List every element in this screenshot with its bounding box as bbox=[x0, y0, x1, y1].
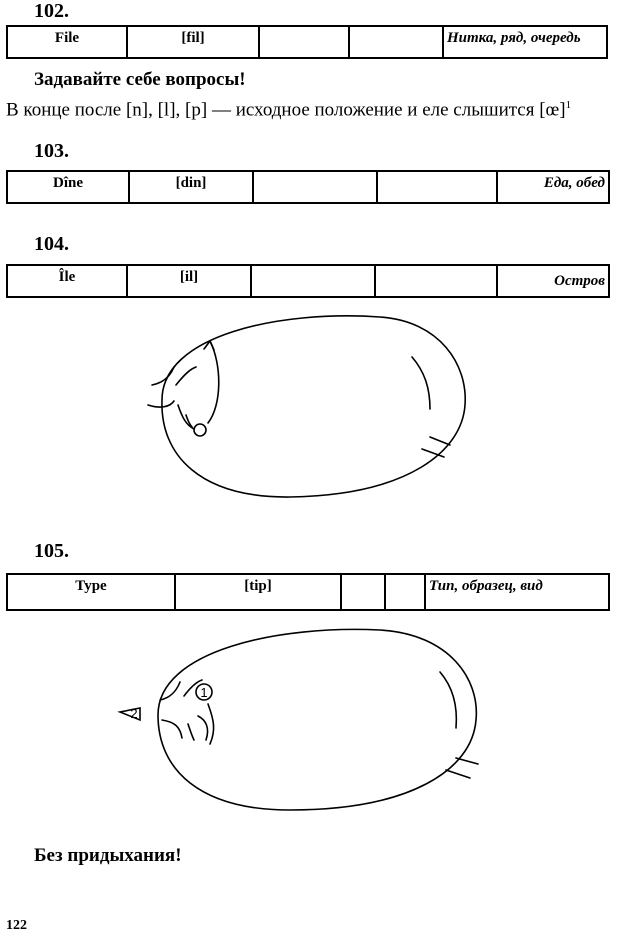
articulation-diagram-105 bbox=[110, 620, 490, 820]
tooth-line bbox=[184, 680, 202, 696]
exercise-number-103: 103. bbox=[34, 140, 69, 162]
tip-heading: Задавайте себе вопросы! bbox=[34, 69, 246, 90]
footer-note: Без придыхания! bbox=[34, 845, 182, 866]
word-cell: Île bbox=[7, 265, 127, 297]
tongue-tip-circle bbox=[194, 424, 206, 436]
page-number: 122 bbox=[6, 918, 27, 933]
word-table-103 bbox=[6, 170, 610, 204]
footnote-mark: 1 bbox=[565, 99, 572, 111]
empty-cell bbox=[377, 171, 497, 203]
tongue-line bbox=[208, 704, 214, 744]
transcription-cell: [fil] bbox=[127, 26, 259, 58]
articulation-diagram-104 bbox=[130, 305, 480, 505]
exercise-number-104: 104. bbox=[34, 233, 69, 255]
tip-text-body: В конце после [n], [l], [p] — исходное положение и еле слышится [œ] bbox=[6, 99, 566, 121]
palate-line bbox=[412, 357, 430, 409]
empty-cell bbox=[341, 574, 385, 610]
palate-line bbox=[440, 672, 456, 728]
tongue-line bbox=[198, 716, 208, 740]
lip-line bbox=[160, 682, 180, 700]
empty-cell bbox=[385, 574, 425, 610]
lip-line bbox=[148, 401, 174, 407]
exercise-number-105: 105. bbox=[34, 540, 69, 562]
word-table-105 bbox=[6, 573, 610, 611]
marker-label-1: 1 bbox=[200, 685, 208, 700]
throat-line bbox=[456, 758, 478, 764]
exercise-number-102: 102. bbox=[34, 0, 69, 22]
lip-line bbox=[152, 367, 174, 385]
word-table-102 bbox=[6, 25, 608, 59]
translation-cell: Нитка, ряд, очередь bbox=[443, 26, 607, 58]
empty-cell bbox=[259, 26, 349, 58]
throat-line bbox=[446, 770, 470, 778]
word-cell: File bbox=[7, 26, 127, 58]
transcription-cell: [il] bbox=[127, 265, 251, 297]
tooth-line bbox=[176, 367, 196, 385]
empty-cell bbox=[375, 265, 497, 297]
tongue-line bbox=[208, 341, 219, 423]
word-cell: Type bbox=[7, 574, 175, 610]
transcription-cell: [tip] bbox=[175, 574, 341, 610]
word-table-104 bbox=[6, 264, 610, 298]
translation-cell: Остров bbox=[497, 265, 609, 297]
mouth-outline bbox=[158, 629, 476, 810]
transcription-cell: [din] bbox=[129, 171, 253, 203]
lip-line bbox=[162, 720, 182, 738]
translation-cell: Тип, образец, вид bbox=[425, 574, 609, 610]
marker-label-2: 2 bbox=[130, 706, 138, 721]
word-cell: Dîne bbox=[7, 171, 129, 203]
empty-cell bbox=[349, 26, 443, 58]
empty-cell bbox=[253, 171, 377, 203]
tooth-line bbox=[188, 724, 194, 740]
empty-cell bbox=[251, 265, 375, 297]
tip-text bbox=[6, 93, 606, 122]
translation-cell: Еда, обед bbox=[497, 171, 609, 203]
throat-line bbox=[430, 437, 450, 445]
mouth-outline bbox=[162, 316, 465, 497]
